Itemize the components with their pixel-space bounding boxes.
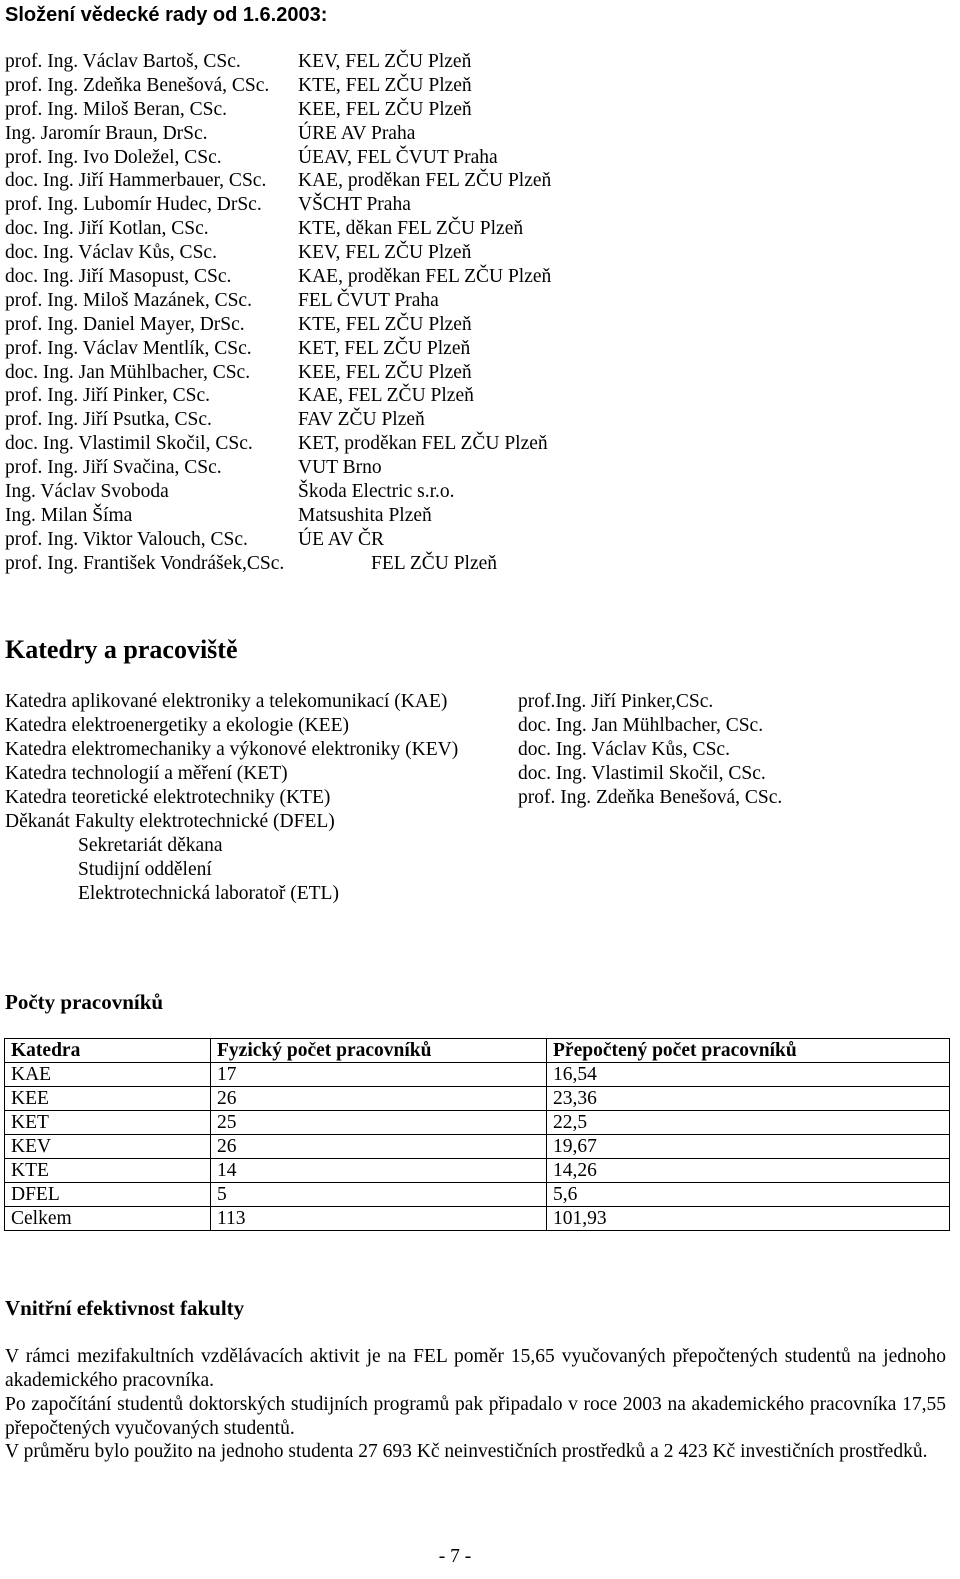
department-head: prof.Ing. Jiří Pinker,CSc. (518, 691, 714, 712)
member-affiliation: ÚRE AV Praha (298, 122, 416, 144)
board-member (5, 337, 605, 361)
table-cell: KET (5, 1111, 211, 1135)
board-member (5, 504, 605, 528)
board-member (5, 169, 605, 193)
table-row (5, 1207, 950, 1231)
board-member (5, 193, 605, 217)
department-item: Katedra teoretické elektrotechniky (KTE) (5, 787, 331, 808)
member-name: prof. Ing. František Vondrášek,CSc. (5, 552, 285, 574)
board-member (5, 313, 605, 337)
board-member (5, 408, 605, 432)
column-header: Přepočtený počet pracovníků (547, 1039, 950, 1063)
board-member (5, 384, 605, 408)
page-number: - 7 - (438, 1546, 472, 1567)
table-cell: DFEL (5, 1183, 211, 1207)
member-affiliation: Matsushita Plzeň (298, 504, 432, 526)
table-cell: 26 (211, 1135, 547, 1159)
table-row (5, 1183, 950, 1207)
member-name: prof. Ing. Zdeňka Benešová, CSc. (5, 74, 270, 96)
table-row (5, 1063, 950, 1087)
board-member (5, 74, 605, 98)
board-member (5, 122, 605, 146)
member-affiliation: FEL ČVUT Praha (298, 289, 439, 311)
efficiency-paragraph: V rámci mezifakultních vzdělávacích aktivit je na FEL poměr 15,65 vyučovaných přepočtených studentů na jednoho akademického pracovníka. (5, 1346, 946, 1391)
table-cell: 113 (211, 1207, 547, 1231)
member-name: doc. Ing. Vlastimil Skočil, CSc. (5, 433, 253, 455)
department-head: prof. Ing. Zdeňka Benešová, CSc. (518, 787, 783, 808)
table-cell: 16,54 (547, 1063, 950, 1087)
department-subitem: Sekretariát děkana (78, 835, 223, 856)
board-heading: Složení vědecké rady od 1.6.2003: (5, 4, 328, 26)
department-head: doc. Ing. Václav Kůs, CSc. (518, 739, 730, 760)
table-cell: KEV (5, 1135, 211, 1159)
efficiency-paragraph: V průměru bylo použito na jednoho studenta 27 693 Kč neinvestičních prostředků a 2 423 Kč investičních prostředků. (5, 1441, 928, 1462)
table-cell: KEE (5, 1087, 211, 1111)
member-affiliation: KEV, FEL ZČU Plzeň (298, 51, 472, 72)
table-row (5, 1111, 950, 1135)
table-cell: 14,26 (547, 1159, 950, 1183)
member-affiliation: ÚEAV, FEL ČVUT Praha (298, 146, 498, 168)
board-member (5, 480, 605, 504)
department-head: doc. Ing. Jan Mühlbacher, CSc. (518, 715, 764, 736)
member-name: Ing. Václav Svoboda (5, 481, 169, 503)
member-name: doc. Ing. Jiří Kotlan, CSc. (5, 218, 209, 240)
member-name: doc. Ing. Jiří Hammerbauer, CSc. (5, 170, 267, 192)
member-affiliation: KAE, FEL ZČU Plzeň (298, 385, 474, 407)
board-member (5, 98, 605, 122)
member-affiliation: FEL ZČU Plzeň (371, 552, 498, 574)
member-name: doc. Ing. Václav Kůs, CSc. (5, 242, 217, 264)
table-cell: KTE (5, 1159, 211, 1183)
member-affiliation: KAE, proděkan FEL ZČU Plzeň (298, 170, 552, 192)
board-member (5, 241, 605, 265)
member-affiliation: VUT Brno (298, 457, 382, 479)
department-item: Katedra technologií a měření (KET) (5, 763, 288, 784)
department-list (5, 690, 505, 906)
member-name: prof. Ing. Lubomír Hudec, DrSc. (5, 194, 262, 216)
member-name: prof. Ing. Jiří Svačina, CSc. (5, 457, 222, 479)
member-name: prof. Ing. Viktor Valouch, CSc. (5, 528, 248, 550)
board-member (5, 456, 605, 480)
department-item: Děkanát Fakulty elektrotechnické (DFEL) (5, 811, 335, 832)
member-affiliation: KET, FEL ZČU Plzeň (298, 337, 471, 359)
table-cell: 22,5 (547, 1111, 950, 1135)
member-name: doc. Ing. Jiří Masopust, CSc. (5, 266, 232, 288)
table-cell: 5,6 (547, 1183, 950, 1207)
board-member (5, 265, 605, 289)
department-head: doc. Ing. Vlastimil Skočil, CSc. (518, 763, 766, 784)
member-affiliation: KTE, FEL ZČU Plzeň (298, 313, 472, 335)
table-row (5, 1087, 950, 1111)
board-member (5, 361, 605, 385)
table-header-row (5, 1039, 950, 1063)
member-affiliation: VŠCHT Praha (298, 194, 411, 216)
efficiency-heading: Vnitřní efektivnost fakulty (5, 1296, 245, 1320)
member-affiliation: Škoda Electric s.r.o. (298, 481, 455, 503)
table-cell: Celkem (5, 1207, 211, 1231)
table-cell: 101,93 (547, 1207, 950, 1231)
table-cell: 17 (211, 1063, 547, 1087)
member-affiliation: KEV, FEL ZČU Plzeň (298, 242, 472, 264)
member-name: prof. Ing. Jiří Pinker, CSc. (5, 385, 211, 407)
department-heads (518, 690, 938, 810)
member-affiliation: ÚE AV ČR (298, 528, 384, 550)
board-member (5, 146, 605, 170)
member-affiliation: FAV ZČU Plzeň (298, 409, 425, 431)
department-item: Katedra elektroenergetiky a ekologie (KEE) (5, 715, 349, 736)
board-member (5, 289, 605, 313)
board-member (5, 217, 605, 241)
department-item: Katedra aplikované elektroniky a telekomunikací (KAE) (5, 691, 448, 712)
member-name: prof. Ing. Václav Bartoš, CSc. (5, 51, 241, 72)
member-affiliation: KEE, FEL ZČU Plzeň (298, 361, 472, 383)
table-cell: 25 (211, 1111, 547, 1135)
member-name: doc. Ing. Jan Mühlbacher, CSc. (5, 361, 251, 383)
table-cell: 14 (211, 1159, 547, 1183)
board-member (5, 552, 605, 576)
member-affiliation: KTE, děkan FEL ZČU Plzeň (298, 218, 524, 240)
member-name: prof. Ing. Václav Mentlík, CSc. (5, 337, 252, 359)
member-name: prof. Ing. Miloš Beran, CSc. (5, 98, 228, 120)
member-name: prof. Ing. Ivo Doležel, CSc. (5, 146, 222, 168)
staff-heading: Počty pracovníků (5, 990, 164, 1014)
column-header: Fyzický počet pracovníků (211, 1039, 547, 1063)
efficiency-paragraph: Po započítání studentů doktorských studijních programů pak připadalo v roce 2003 na akademického pracovníka 17,55 přepočtených vyučovaných studentů. (5, 1394, 946, 1439)
board-member (5, 50, 605, 74)
member-affiliation: KET, proděkan FEL ZČU Plzeň (298, 433, 548, 455)
board-member (5, 528, 605, 552)
department-item: Katedra elektromechaniky a výkonové elektroniky (KEV) (5, 739, 459, 760)
table-row (5, 1159, 950, 1183)
table-cell: 23,36 (547, 1087, 950, 1111)
member-name: prof. Ing. Jiří Psutka, CSc. (5, 409, 212, 431)
departments-heading: Katedry a pracoviště (5, 635, 238, 664)
staff-table (4, 1038, 950, 1231)
member-name: Ing. Milan Šíma (5, 504, 133, 526)
board-list (5, 50, 605, 576)
table-cell: KAE (5, 1063, 211, 1087)
table-row (5, 1135, 950, 1159)
member-affiliation: KTE, FEL ZČU Plzeň (298, 74, 472, 96)
department-subitem: Studijní oddělení (78, 859, 212, 880)
column-header: Katedra (5, 1039, 211, 1063)
table-cell: 26 (211, 1087, 547, 1111)
board-member (5, 432, 605, 456)
member-name: prof. Ing. Miloš Mazánek, CSc. (5, 289, 252, 311)
table-cell: 19,67 (547, 1135, 950, 1159)
member-name: prof. Ing. Daniel Mayer, DrSc. (5, 313, 245, 335)
member-affiliation: KEE, FEL ZČU Plzeň (298, 98, 472, 120)
member-affiliation: KAE, proděkan FEL ZČU Plzeň (298, 266, 552, 288)
department-subitem: Elektrotechnická laboratoř (ETL) (78, 883, 339, 904)
table-cell: 5 (211, 1183, 547, 1207)
member-name: Ing. Jaromír Braun, DrSc. (5, 122, 208, 144)
